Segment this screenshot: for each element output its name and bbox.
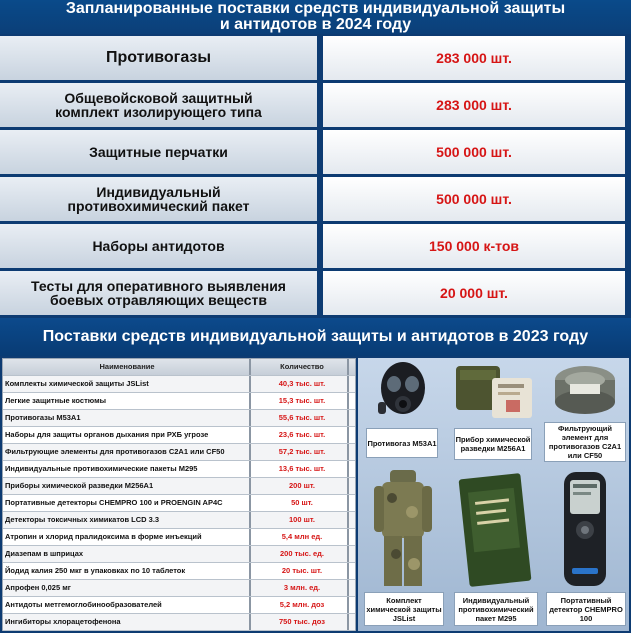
table-row-name: Ингибиторы хлорацетофенона <box>5 614 251 630</box>
plan-row-qty: 500 000 шт. <box>323 177 625 221</box>
table-row-name: Легкие защитные костюмы <box>5 393 251 409</box>
plan-row-qty: 150 000 к-тов <box>323 224 625 268</box>
table-row-qty: 20 тыс. шт. <box>257 563 349 579</box>
table-row-qty: 200 шт. <box>257 478 349 494</box>
plan-row-name-line1: Защитные перчатки <box>89 144 228 160</box>
portable-detector-icon <box>560 470 610 588</box>
plan-row-name-line1: Наборы антидотов <box>92 238 225 254</box>
photo-label: Индивидуальный противохимический пакет M295 <box>454 592 538 626</box>
table-row <box>3 410 355 427</box>
table-row-qty: 3 млн. ед. <box>257 580 349 596</box>
plan-row-name-line2: боевых отравляющих веществ <box>49 292 268 308</box>
plan-title-line2: и антидотов в 2024 году <box>219 16 412 33</box>
protective-suit-icon <box>374 468 432 590</box>
table-row <box>3 614 355 631</box>
plan-row <box>0 177 631 221</box>
plan-row-name-line1: Противогазы <box>105 49 212 66</box>
plan-row-name-line2: противохимический пакет <box>67 198 250 214</box>
plan-row <box>0 271 631 315</box>
table-row-qty: 15,3 тыс. шт. <box>257 393 349 409</box>
gas-mask-icon <box>376 360 430 424</box>
table-row-name: Йодид калия 250 мкг в упаковках по 10 таблеток <box>5 563 251 579</box>
plan-row <box>0 130 631 174</box>
photo-label: Комплект химической защиты JSList <box>364 592 444 626</box>
table-row-name: Атропин и хлорид пралидоксима в форме инъекций <box>5 529 251 545</box>
plan-row-name <box>0 224 317 268</box>
photo-filter-canister <box>542 358 628 468</box>
table-row <box>3 495 355 512</box>
table-row-name: Противогазы M53A1 <box>5 410 251 426</box>
photo-chemical-detector-kit <box>448 358 540 468</box>
photo-decon-packet <box>448 468 540 630</box>
plan-row <box>0 83 631 127</box>
table-row-qty: 40,3 тыс. шт. <box>257 376 349 392</box>
plan-row-name <box>0 130 317 174</box>
table-row <box>3 546 355 563</box>
table-row <box>3 580 355 597</box>
plan-row-name-line1: Индивидуальный <box>96 184 221 200</box>
table-row <box>3 427 355 444</box>
photo-protective-suit <box>360 468 446 630</box>
table-row-name: Приборы химической разведки M256A1 <box>5 478 251 494</box>
plan-row-qty: 283 000 шт. <box>323 36 625 80</box>
table-row <box>3 478 355 495</box>
photo-label: Прибор химической разведки M256A1 <box>454 428 532 460</box>
photo-gas-mask <box>360 358 446 468</box>
table-row-qty: 5,2 млн. доз <box>257 597 349 613</box>
table-header-name: Наименование <box>5 359 251 375</box>
plan-row-name-line2: комплект изолирующего типа <box>55 104 262 120</box>
table-row-qty: 13,6 тыс. шт. <box>257 461 349 477</box>
table-row-name: Диазепам в шприцах <box>5 546 251 562</box>
photo-portable-detector <box>542 468 628 630</box>
table-row-name: Портативные детекторы CHEMPRO 100 и PROENGIN AP4C <box>5 495 251 511</box>
table-row <box>3 512 355 529</box>
filter-canister-icon <box>552 362 618 418</box>
plan-row <box>0 224 631 268</box>
table-row-qty: 55,6 тыс. шт. <box>257 410 349 426</box>
table-row-name: Антидоты метгемоглобинообразователей <box>5 597 251 613</box>
plan-row-name <box>0 271 317 315</box>
photo-label: Портативный детектор CHEMPRO 100 <box>546 592 626 626</box>
table-row-name: Индивидуальные противохимические пакеты M295 <box>5 461 251 477</box>
plan-row-name <box>0 36 317 80</box>
table-row-name: Наборы для защиты органов дыхания при РХБ угрозе <box>5 427 251 443</box>
plan-title-line1: Запланированные поставки средств индивидуальной защиты <box>65 0 566 17</box>
table-row-name: Фильтрующие элементы для противогазов C2A1 или CF50 <box>5 444 251 460</box>
table-row <box>3 461 355 478</box>
plan-row-qty: 283 000 шт. <box>323 83 625 127</box>
decon-packet-icon <box>458 470 532 588</box>
plan-row-name <box>0 83 317 127</box>
table-row <box>3 529 355 546</box>
table-header-row <box>3 359 355 376</box>
table-row <box>3 444 355 461</box>
table-row-qty: 23,6 тыс. шт. <box>257 427 349 443</box>
table-header-qty: Количество <box>257 359 349 375</box>
table-row <box>3 393 355 410</box>
plan-row <box>0 36 631 80</box>
plan-row-qty: 500 000 шт. <box>323 130 625 174</box>
table-row <box>3 597 355 614</box>
plan-title <box>0 0 631 34</box>
table-row-name: Комплекты химической защиты JSList <box>5 376 251 392</box>
plan-row-name-line1: Общевойсковой защитный <box>64 90 253 106</box>
supplies-title: Поставки средств индивидуальной защиты и антидотов в 2023 году <box>0 318 631 356</box>
photo-label: Противогаз M53A1 <box>366 428 438 458</box>
supplies-table <box>2 358 356 631</box>
table-row <box>3 563 355 580</box>
table-row-qty: 50 шт. <box>257 495 349 511</box>
plan-list <box>0 34 631 314</box>
table-row-name: Апрофен 0,025 мг <box>5 580 251 596</box>
table-row-name: Детекторы токсичных химикатов LCD 3.3 <box>5 512 251 528</box>
table-row-qty: 750 тыс. доз <box>257 614 349 630</box>
table-row-qty: 100 шт. <box>257 512 349 528</box>
photo-panel <box>358 358 629 631</box>
table-row-qty: 200 тыс. ед. <box>257 546 349 562</box>
table-row-qty: 5,4 млн ед. <box>257 529 349 545</box>
table-row-qty: 57,2 тыс. шт. <box>257 444 349 460</box>
plan-row-name <box>0 177 317 221</box>
table-row <box>3 376 355 393</box>
photo-label: Фильтрующий элемент для противогазов C2A1 или CF50 <box>544 422 626 462</box>
plan-row-qty: 20 000 шт. <box>323 271 625 315</box>
chemical-detector-kit-icon <box>452 360 536 422</box>
plan-row-name-line1: Тесты для оперативного выявления <box>31 278 286 294</box>
